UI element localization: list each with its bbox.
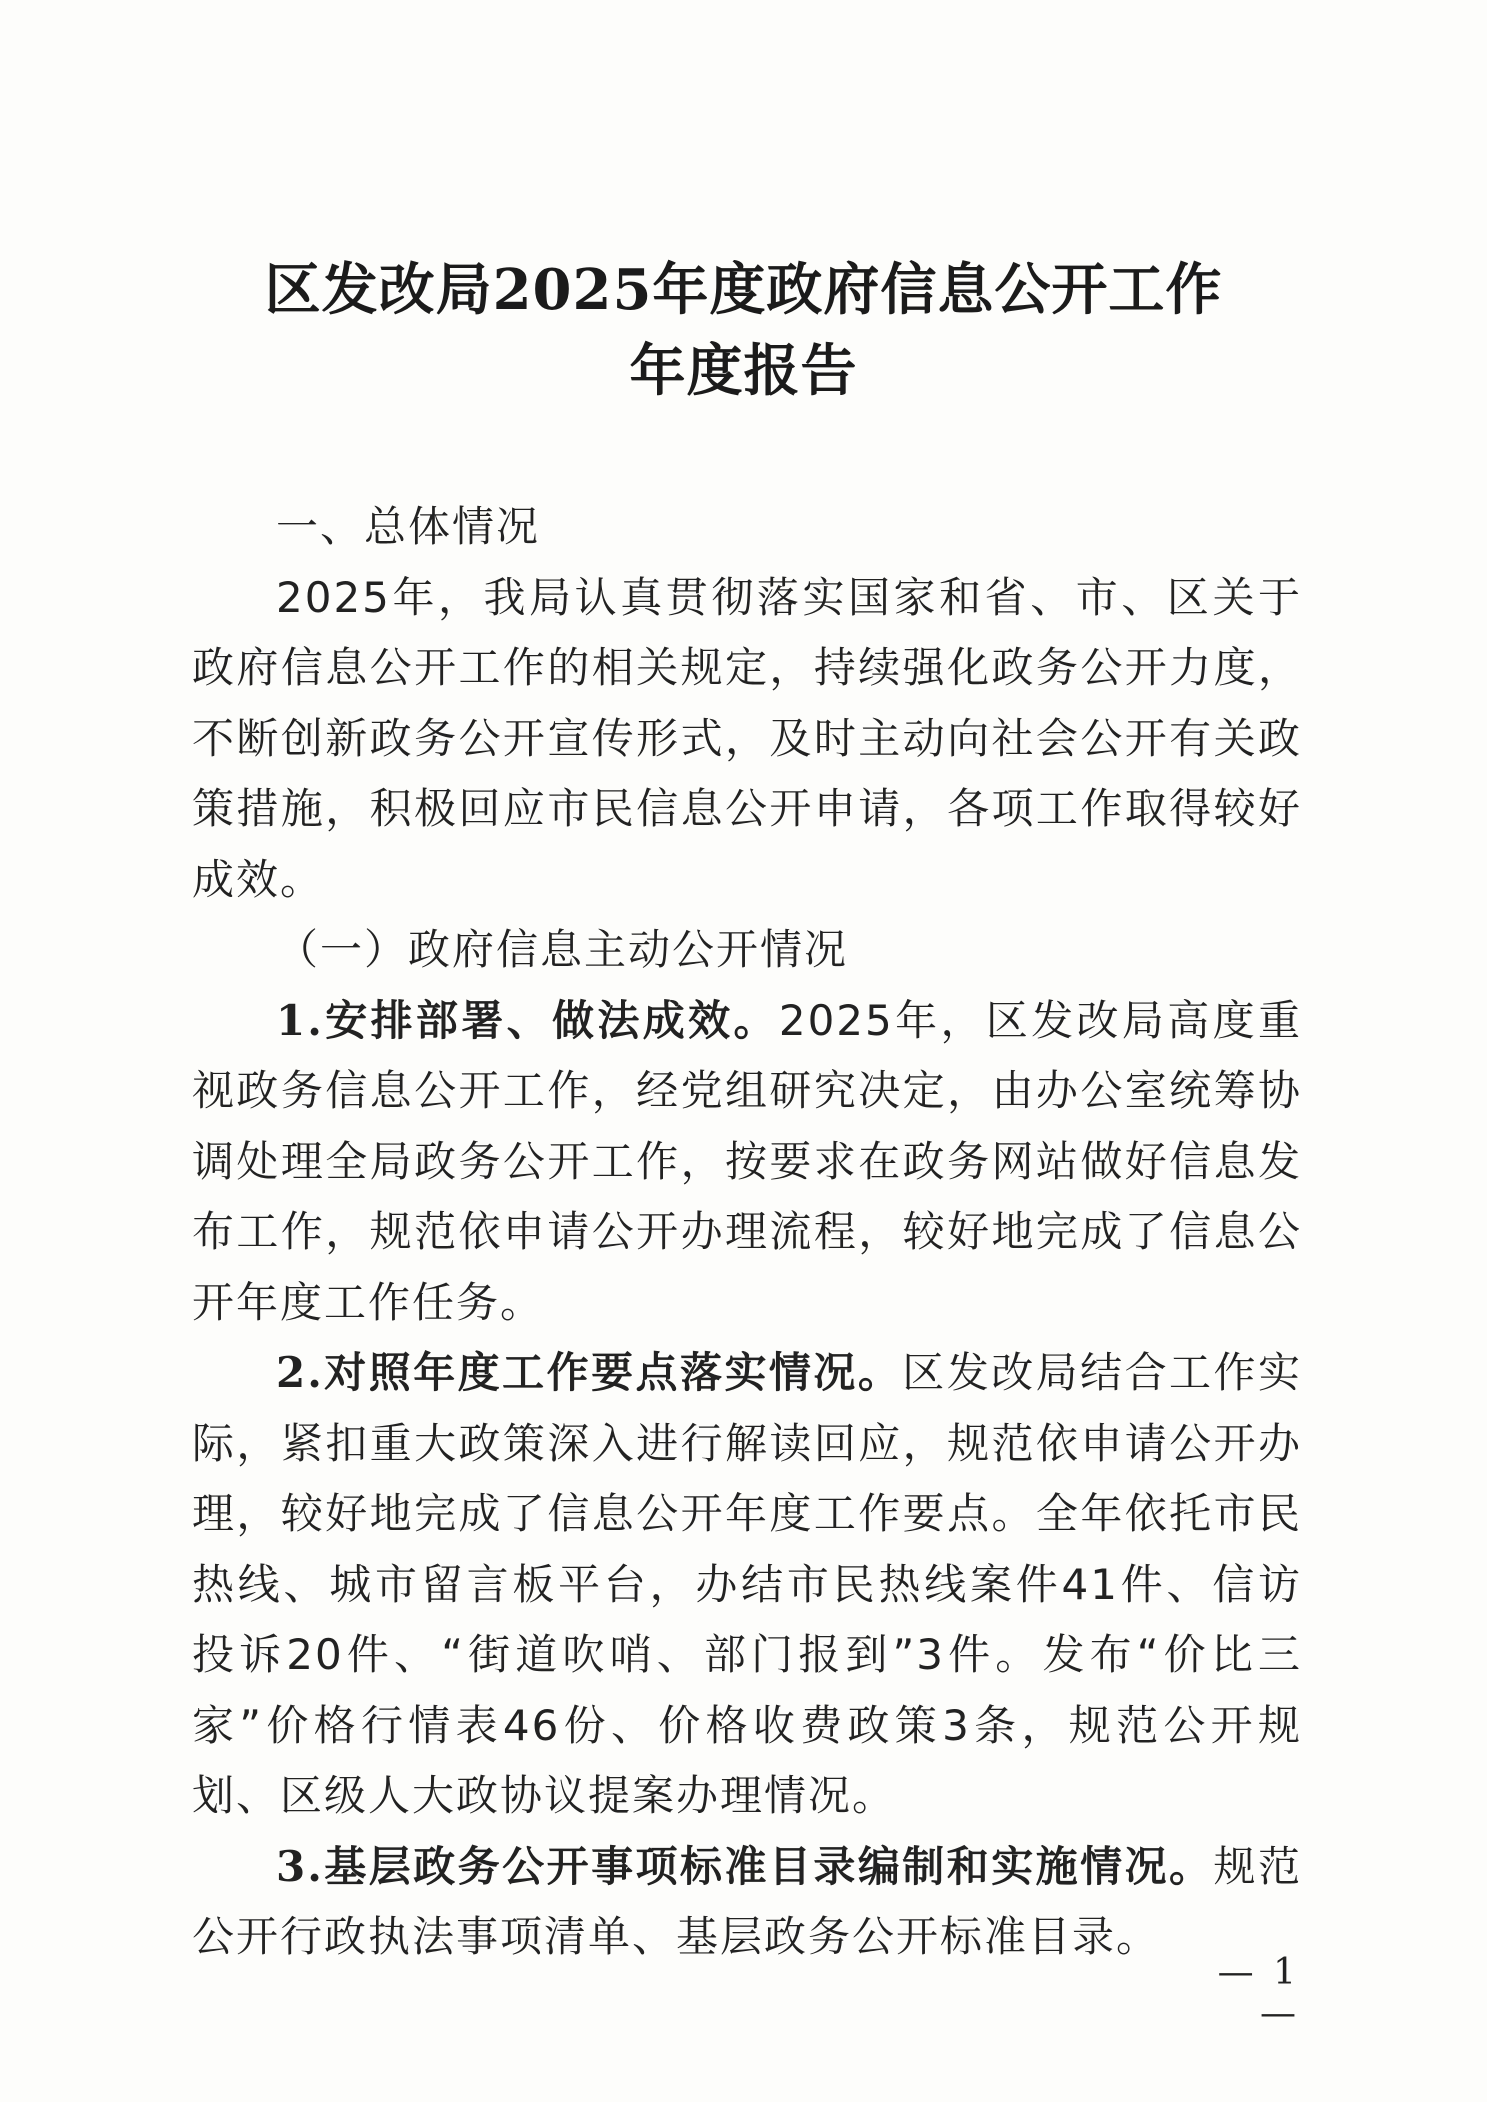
item-2-text: 区发改局结合工作实际，紧扣重大政策深入进行解读回应，规范依申请公开办理，较好地完成了信息公开年度工作要点。全年依托市民热线、城市留言板平台，办结市民热线案件41件、信访投诉20件、“街道吹哨、部门报到”3件。发布“价比三家”价格行情表46份、价格收费政策3条，规范公开规划、区级人大政协议提案办理情况。 bbox=[192, 1348, 1302, 1820]
document-body bbox=[192, 492, 1302, 1973]
item-2-lead: 2.对照年度工作要点落实情况。 bbox=[276, 1348, 903, 1397]
item-3-text: 规范公开行政执法事项清单、基层政务公开标准目录。 bbox=[192, 1841, 1302, 1961]
item-1-paragraph bbox=[192, 986, 1302, 1339]
item-3-lead: 3.基层政务公开事项标准目录编制和实施情况。 bbox=[276, 1841, 1214, 1891]
item-2-paragraph bbox=[192, 1338, 1302, 1832]
subsection-heading: （一）政府信息主动公开情况 bbox=[276, 925, 849, 974]
item-1-lead: 1.安排部署、做法成效。 bbox=[276, 995, 779, 1045]
item-3-paragraph bbox=[192, 1832, 1302, 1973]
document-title-line1: 区发改局2025年度政府信息公开工作 bbox=[264, 257, 1223, 323]
intro-paragraph: 2025年，我局认真贯彻落实国家和省、市、区关于政府信息公开工作的相关规定，持续强化政务公开力度，不断创新政务公开宣传形式，及时主动向社会公开有关政策措施，积极回应市民信息公开申请，各项工作取得较好成效。 bbox=[192, 572, 1302, 904]
document-title-line2: 年度报告 bbox=[629, 338, 858, 404]
page-number: — 1 — bbox=[1217, 1952, 1300, 2034]
section-heading: 一、总体情况 bbox=[276, 502, 541, 551]
item-1-text: 2025年，区发改局高度重视政务信息公开工作，经党组研究决定，由办公室统筹协调处理全局政务公开工作，按要求在政务网站做好信息发布工作，规范依申请公开办理流程，较好地完成了信息公开年度工作任务。 bbox=[192, 995, 1302, 1327]
